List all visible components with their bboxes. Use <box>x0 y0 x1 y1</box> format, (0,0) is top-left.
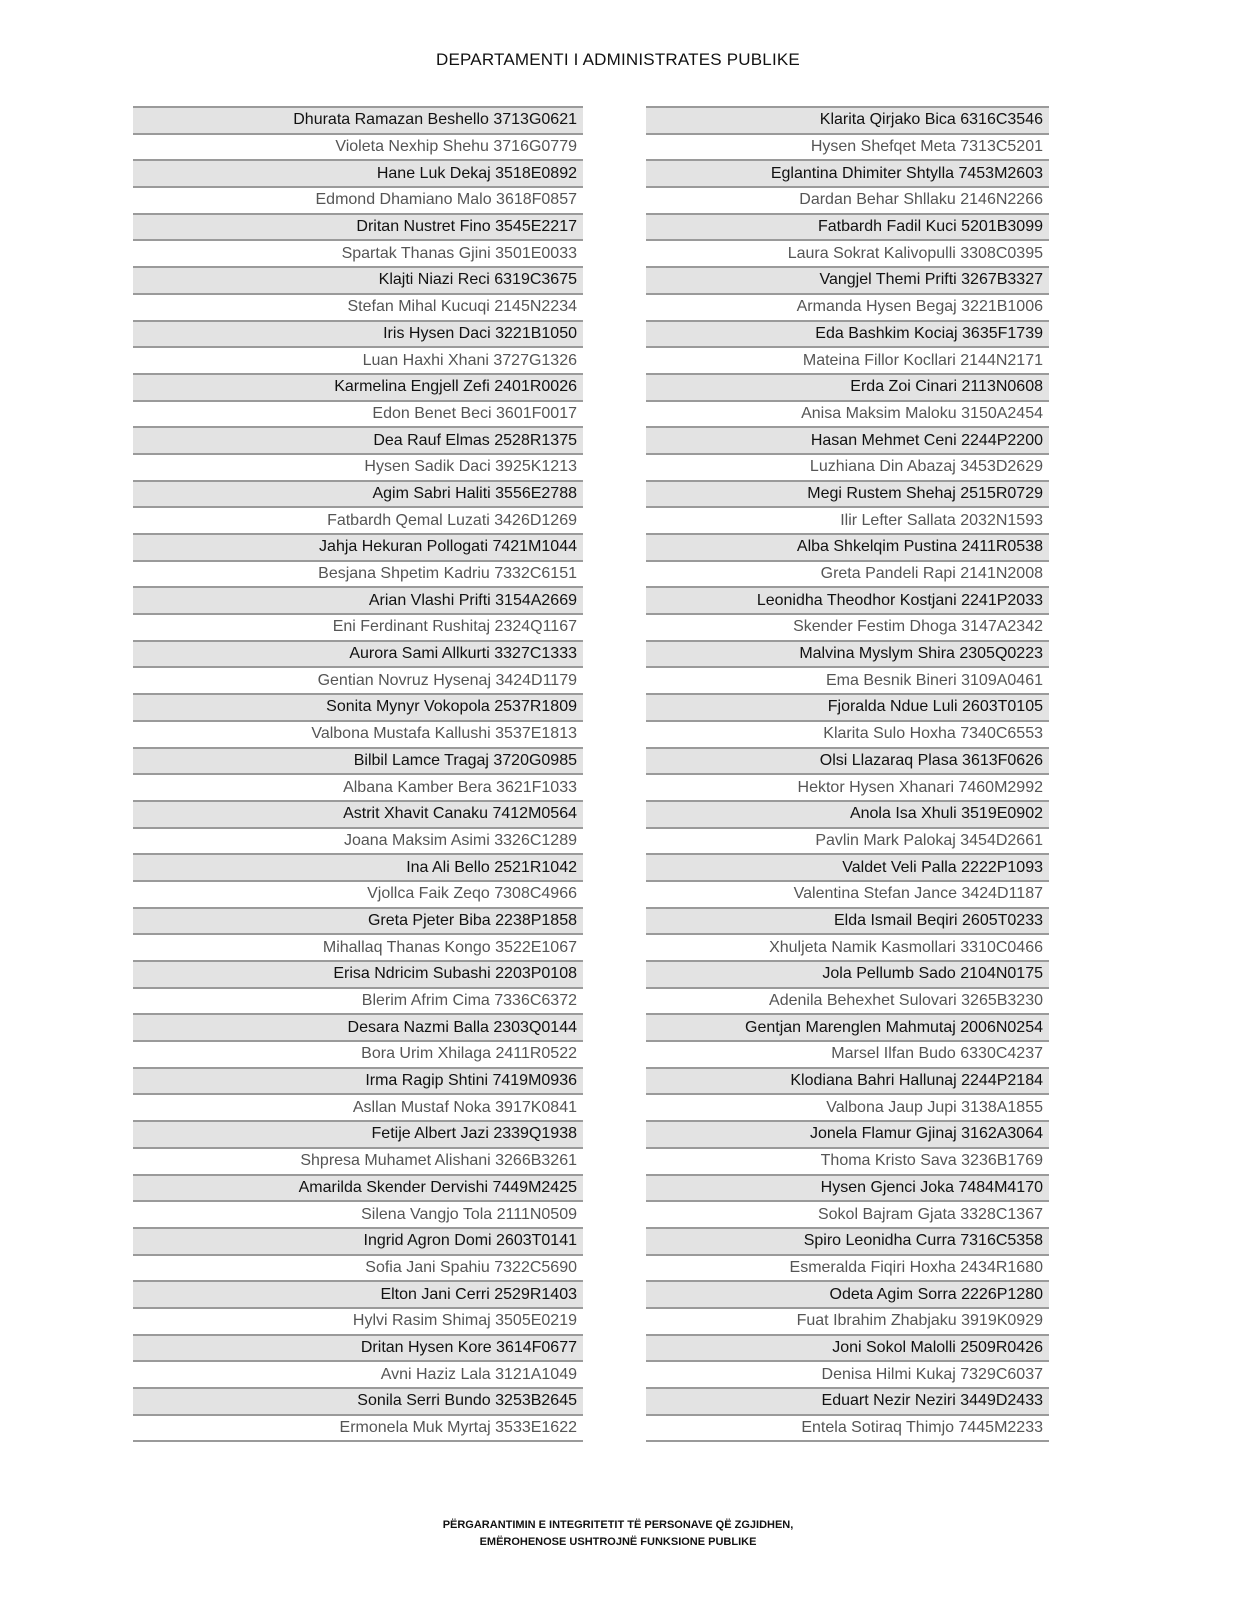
list-item: Ina Ali Bello 2521R1042 <box>133 853 583 880</box>
list-item: Besjana Shpetim Kadriu 7332C6151 <box>133 560 583 587</box>
list-item: Xhuljeta Namik Kasmollari 3310C0466 <box>646 933 1049 960</box>
list-item: Ilir Lefter Sallata 2032N1593 <box>646 506 1049 533</box>
list-item: Adenila Behexhet Sulovari 3265B3230 <box>646 987 1049 1014</box>
list-item: Shpresa Muhamet Alishani 3266B3261 <box>133 1147 583 1174</box>
list-item: Fatbardh Qemal Luzati 3426D1269 <box>133 506 583 533</box>
list-end-rule <box>646 1440 1049 1442</box>
list-item: Greta Pjeter Biba 2238P1858 <box>133 907 583 934</box>
list-item: Pavlin Mark Palokaj 3454D2661 <box>646 827 1049 854</box>
list-item: Megi Rustem Shehaj 2515R0729 <box>646 480 1049 507</box>
page-footer <box>0 1517 1236 1551</box>
list-item: Sonila Serri Bundo 3253B2645 <box>133 1387 583 1414</box>
list-item: Albana Kamber Bera 3621F1033 <box>133 773 583 800</box>
list-item: Hysen Shefqet Meta 7313C5201 <box>646 133 1049 160</box>
list-item: Klarita Sulo Hoxha 7340C6553 <box>646 720 1049 747</box>
page-title: DEPARTAMENTI I ADMINISTRATES PUBLIKE <box>436 50 800 69</box>
list-item: Leonidha Theodhor Kostjani 2241P2033 <box>646 586 1049 613</box>
list-item: Ermonela Muk Myrtaj 3533E1622 <box>133 1414 583 1441</box>
list-item: Hane Luk Dekaj 3518E0892 <box>133 159 583 186</box>
list-item: Violeta Nexhip Shehu 3716G0779 <box>133 133 583 160</box>
list-item: Ema Besnik Bineri 3109A0461 <box>646 666 1049 693</box>
list-item: Blerim Afrim Cima 7336C6372 <box>133 987 583 1014</box>
list-item: Eni Ferdinant Rushitaj 2324Q1167 <box>133 613 583 640</box>
list-item: Desara Nazmi Balla 2303Q0144 <box>133 1013 583 1040</box>
list-item: Edmond Dhamiano Malo 3618F0857 <box>133 186 583 213</box>
list-item: Alba Shkelqim Pustina 2411R0538 <box>646 533 1049 560</box>
list-item: Greta Pandeli Rapi 2141N2008 <box>646 560 1049 587</box>
list-item: Dhurata Ramazan Beshello 3713G0621 <box>133 106 583 133</box>
list-item: Silena Vangjo Tola 2111N0509 <box>133 1200 583 1227</box>
list-item: Joni Sokol Malolli 2509R0426 <box>646 1334 1049 1361</box>
list-item: Denisa Hilmi Kukaj 7329C6037 <box>646 1360 1049 1387</box>
list-item: Fatbardh Fadil Kuci 5201B3099 <box>646 213 1049 240</box>
list-item: Laura Sokrat Kalivopulli 3308C0395 <box>646 239 1049 266</box>
list-item: Spartak Thanas Gjini 3501E0033 <box>133 239 583 266</box>
list-item: Valdet Veli Palla 2222P1093 <box>646 853 1049 880</box>
list-item: Elton Jani Cerri 2529R1403 <box>133 1280 583 1307</box>
list-item: Klajti Niazi Reci 6319C3675 <box>133 266 583 293</box>
list-item: Hektor Hysen Xhanari 7460M2992 <box>646 773 1049 800</box>
list-item: Ingrid Agron Domi 2603T0141 <box>133 1227 583 1254</box>
list-item: Bora Urim Xhilaga 2411R0522 <box>133 1040 583 1067</box>
list-item: Valentina Stefan Jance 3424D1187 <box>646 880 1049 907</box>
list-item: Agim Sabri Haliti 3556E2788 <box>133 480 583 507</box>
list-item: Gentjan Marenglen Mahmutaj 2006N0254 <box>646 1013 1049 1040</box>
list-item: Thoma Kristo Sava 3236B1769 <box>646 1147 1049 1174</box>
list-item: Klodiana Bahri Hallunaj 2244P2184 <box>646 1067 1049 1094</box>
list-item: Anisa Maksim Maloku 3150A2454 <box>646 400 1049 427</box>
list-item: Asllan Mustaf Noka 3917K0841 <box>133 1093 583 1120</box>
list-item: Iris Hysen Daci 3221B1050 <box>133 320 583 347</box>
list-item: Edon Benet Beci 3601F0017 <box>133 400 583 427</box>
footer-line-1: PËRGARANTIMIN E INTEGRITETIT TË PERSONAVE QË ZGJIDHEN, <box>442 1519 794 1531</box>
list-item: Vangjel Themi Prifti 3267B3327 <box>646 266 1049 293</box>
list-item: Fjoralda Ndue Luli 2603T0105 <box>646 693 1049 720</box>
list-item: Gentian Novruz Hysenaj 3424D1179 <box>133 666 583 693</box>
list-item: Jonela Flamur Gjinaj 3162A3064 <box>646 1120 1049 1147</box>
list-item: Eglantina Dhimiter Shtylla 7453M2603 <box>646 159 1049 186</box>
list-item: Hylvi Rasim Shimaj 3505E0219 <box>133 1307 583 1334</box>
list-item: Karmelina Engjell Zefi 2401R0026 <box>133 373 583 400</box>
list-item: Sonita Mynyr Vokopola 2537R1809 <box>133 693 583 720</box>
list-item: Vjollca Faik Zeqo 7308C4966 <box>133 880 583 907</box>
list-item: Olsi Llazaraq Plasa 3613F0626 <box>646 747 1049 774</box>
list-item: Hasan Mehmet Ceni 2244P2200 <box>646 426 1049 453</box>
list-item: Sokol Bajram Gjata 3328C1367 <box>646 1200 1049 1227</box>
list-item: Joana Maksim Asimi 3326C1289 <box>133 827 583 854</box>
list-item: Dritan Hysen Kore 3614F0677 <box>133 1334 583 1361</box>
list-item: Elda Ismail Beqiri 2605T0233 <box>646 907 1049 934</box>
list-item: Dritan Nustret Fino 3545E2217 <box>133 213 583 240</box>
footer-line-2: EMËROHENOSE USHTROJNË FUNKSIONE PUBLIKE <box>479 1536 757 1548</box>
list-item: Eduart Nezir Neziri 3449D2433 <box>646 1387 1049 1414</box>
list-item: Mihallaq Thanas Kongo 3522E1067 <box>133 933 583 960</box>
list-item: Entela Sotiraq Thimjo 7445M2233 <box>646 1414 1049 1441</box>
list-item: Stefan Mihal Kucuqi 2145N2234 <box>133 293 583 320</box>
list-item: Dardan Behar Shllaku 2146N2266 <box>646 186 1049 213</box>
list-item: Klarita Qirjako Bica 6316C3546 <box>646 106 1049 133</box>
list-item: Odeta Agim Sorra 2226P1280 <box>646 1280 1049 1307</box>
list-item: Marsel Ilfan Budo 6330C4237 <box>646 1040 1049 1067</box>
list-item: Amarilda Skender Dervishi 7449M2425 <box>133 1174 583 1201</box>
list-item: Erisa Ndricim Subashi 2203P0108 <box>133 960 583 987</box>
list-item: Dea Rauf Elmas 2528R1375 <box>133 426 583 453</box>
list-item: Aurora Sami Allkurti 3327C1333 <box>133 640 583 667</box>
list-item: Astrit Xhavit Canaku 7412M0564 <box>133 800 583 827</box>
list-item: Fuat Ibrahim Zhabjaku 3919K0929 <box>646 1307 1049 1334</box>
list-item: Sofia Jani Spahiu 7322C5690 <box>133 1254 583 1281</box>
list-item: Mateina Fillor Kocllari 2144N2171 <box>646 346 1049 373</box>
list-item: Luan Haxhi Xhani 3727G1326 <box>133 346 583 373</box>
list-item: Armanda Hysen Begaj 3221B1006 <box>646 293 1049 320</box>
list-item: Valbona Mustafa Kallushi 3537E1813 <box>133 720 583 747</box>
list-item: Anola Isa Xhuli 3519E0902 <box>646 800 1049 827</box>
list-item: Erda Zoi Cinari 2113N0608 <box>646 373 1049 400</box>
list-item: Spiro Leonidha Curra 7316C5358 <box>646 1227 1049 1254</box>
list-item: Hysen Gjenci Joka 7484M4170 <box>646 1174 1049 1201</box>
right-name-list <box>646 106 1049 1442</box>
list-item: Jola Pellumb Sado 2104N0175 <box>646 960 1049 987</box>
list-end-rule <box>133 1440 583 1442</box>
left-name-list <box>133 106 583 1442</box>
list-item: Malvina Myslym Shira 2305Q0223 <box>646 640 1049 667</box>
list-item: Fetije Albert Jazi 2339Q1938 <box>133 1120 583 1147</box>
list-item: Hysen Sadik Daci 3925K1213 <box>133 453 583 480</box>
list-item: Eda Bashkim Kociaj 3635F1739 <box>646 320 1049 347</box>
list-item: Bilbil Lamce Tragaj 3720G0985 <box>133 747 583 774</box>
list-item: Skender Festim Dhoga 3147A2342 <box>646 613 1049 640</box>
list-item: Valbona Jaup Jupi 3138A1855 <box>646 1093 1049 1120</box>
list-item: Irma Ragip Shtini 7419M0936 <box>133 1067 583 1094</box>
list-item: Arian Vlashi Prifti 3154A2669 <box>133 586 583 613</box>
list-item: Avni Haziz Lala 3121A1049 <box>133 1360 583 1387</box>
list-item: Luzhiana Din Abazaj 3453D2629 <box>646 453 1049 480</box>
list-item: Jahja Hekuran Pollogati 7421M1044 <box>133 533 583 560</box>
list-item: Esmeralda Fiqiri Hoxha 2434R1680 <box>646 1254 1049 1281</box>
